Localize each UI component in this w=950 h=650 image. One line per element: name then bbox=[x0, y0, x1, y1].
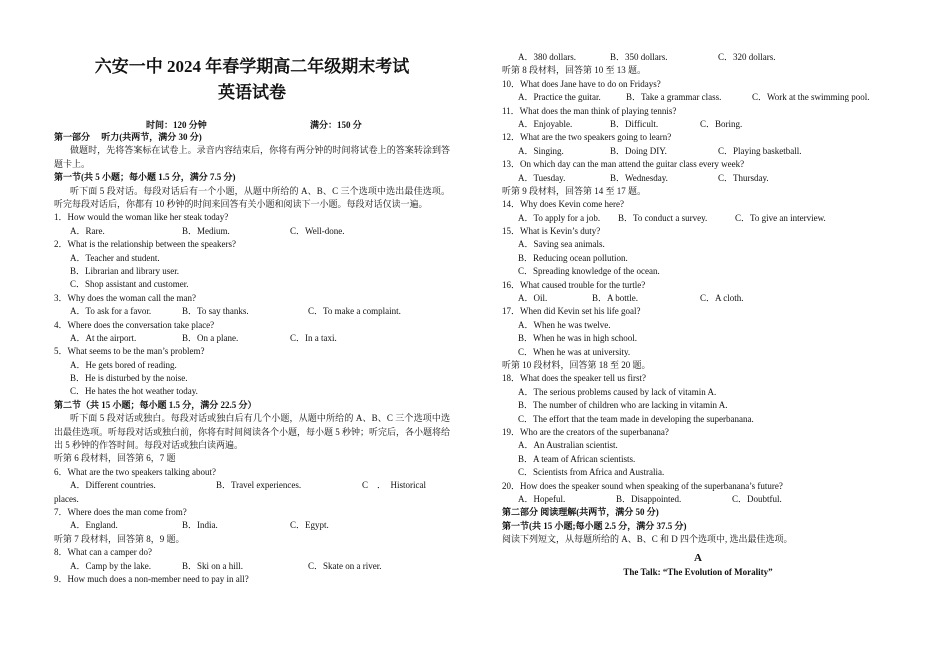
option: A．Saving sea animals. bbox=[518, 239, 605, 250]
option: A．Camp by the lake. bbox=[70, 560, 151, 571]
question-19: 19．Who are the creators of the superbanana? bbox=[502, 426, 669, 437]
question-18: 18．What does the speaker tell us first? bbox=[502, 373, 646, 384]
option: C．Playing basketball. bbox=[718, 145, 802, 156]
option: C．The effort that the team made in developing the superbanana. bbox=[518, 413, 754, 424]
section1-instructions: 听下面 5 段对话。每段对话后有一个小题，从题中所给的 A、B、C 三个选项中选出最佳选项。听完每段对话后，你都有 10 秒钟的时间来回答有关小题和阅读下一小题。每段对话仅读一遍。 bbox=[54, 185, 450, 209]
question-14-options bbox=[502, 212, 894, 225]
exam-title: 六安一中 2024 年春学期高二年级期末考试 bbox=[94, 57, 410, 76]
question-16: 16．What caused trouble for the turtle? bbox=[502, 279, 646, 290]
option: B．Travel experiences. bbox=[216, 480, 302, 491]
option: A．England. bbox=[70, 520, 118, 531]
option: C．Work at the swimming pool. bbox=[752, 92, 870, 103]
question-7-options bbox=[54, 519, 450, 532]
material-8-note: 听第 8 段材料，回答第 10 至 13 题。 bbox=[502, 65, 647, 76]
question-7: 7．Where does the man come from? bbox=[54, 507, 187, 518]
question-4: 4．Where does the conversation take place? bbox=[54, 319, 215, 330]
question-6-continued: places. bbox=[54, 493, 79, 504]
option: C．320 dollars. bbox=[718, 52, 776, 62]
option: C．Egypt. bbox=[290, 520, 329, 531]
part1-instructions: 做题时，先将答案标在试卷上。录音内容结束后，你将有两分钟的时间将试卷上的答案转涂到答题卡上。 bbox=[54, 145, 450, 169]
question-3-options bbox=[54, 305, 450, 318]
question-2: 2．What is the relationship between the speakers? bbox=[54, 239, 236, 250]
exam-subtitle: 英语试卷 bbox=[218, 83, 286, 102]
question-15: 15．What is Kevin’s duty? bbox=[502, 226, 601, 237]
material-9-note: 听第 9 段材料，回答第 14 至 17 题。 bbox=[502, 185, 647, 196]
option: A．Hopeful. bbox=[518, 493, 566, 504]
option: A．380 dollars. bbox=[518, 52, 576, 62]
question-4-options bbox=[54, 332, 450, 345]
option: A．Tuesday. bbox=[518, 172, 566, 183]
part1-heading: 第一部分 听力(共两节，满分 30 分) bbox=[54, 132, 202, 142]
question-12-options bbox=[502, 145, 894, 158]
option: B．India. bbox=[182, 520, 218, 531]
passage-letter: A bbox=[694, 552, 702, 565]
option: B．A bottle. bbox=[592, 293, 639, 304]
right-column bbox=[502, 51, 894, 579]
option: C．Well-done. bbox=[290, 225, 345, 236]
option: B．Disappointed. bbox=[616, 493, 682, 504]
section2-instructions: 听下面 5 段对话或独白。每段对话或独白后有几个小题，从题中所给的 A、B、C 三个选项中选出最佳选项。听每段对话或独白前，你将有时间阅读各个小题，每小题 5 秒钟；听完后，各小题将给出 5 秒钟的作答时间。每段对话或独白读两遍。 bbox=[54, 413, 451, 451]
question-11-options bbox=[502, 118, 894, 131]
question-16-options bbox=[502, 292, 894, 305]
material-10-note: 听第 10 段材料，回答第 18 至 20 题。 bbox=[502, 359, 651, 370]
material-7-note: 听第 7 段材料，回答第 8，9 题。 bbox=[54, 533, 185, 544]
question-17: 17．When did Kevin set his life goal? bbox=[502, 306, 641, 317]
question-8-options bbox=[54, 560, 450, 573]
question-20-options bbox=[502, 493, 894, 506]
option: B．When he was in high school. bbox=[518, 333, 637, 344]
option: C．When he was at university. bbox=[518, 346, 631, 357]
question-8: 8．What can a camper do? bbox=[54, 547, 152, 558]
option: C ． Historical bbox=[362, 480, 426, 491]
question-11: 11．What does the man think of playing tennis? bbox=[502, 105, 677, 116]
question-9: 9．How much does a non-member need to pay in all? bbox=[54, 574, 249, 584]
option: B．Ski on a hill. bbox=[182, 560, 244, 571]
option: A．Practice the guitar. bbox=[518, 92, 601, 103]
option: C．Spreading knowledge of the ocean. bbox=[518, 266, 660, 277]
question-1-options bbox=[54, 225, 450, 238]
option: C．Doubtful. bbox=[732, 493, 782, 504]
option: B．Wednesday. bbox=[610, 172, 668, 183]
option: C．A cloth. bbox=[700, 293, 744, 304]
option: C．He hates the hot weather today. bbox=[70, 386, 198, 397]
option: B．Librarian and library user. bbox=[70, 265, 179, 276]
question-9-options bbox=[502, 51, 894, 64]
question-12: 12．What are the two speakers going to learn? bbox=[502, 132, 672, 143]
material-6-note: 听第 6 段材料，回答第 6，7 题 bbox=[54, 453, 176, 464]
section3-instructions: 阅读下列短文，从每题所给的 A、B、C 和 D 四个选项中, 选出最佳选项。 bbox=[502, 534, 793, 545]
option: A．Rare. bbox=[70, 225, 105, 236]
option: A．Teacher and student. bbox=[70, 252, 160, 263]
part2-heading: 第二部分 阅读理解(共两节，满分 50 分) bbox=[502, 507, 659, 518]
option: C．Skate on a river. bbox=[308, 560, 382, 571]
question-5: 5．What seems to be the man’s problem? bbox=[54, 346, 205, 357]
question-1: 1．How would the woman like her steak today? bbox=[54, 212, 229, 223]
option: B．Reducing ocean pollution. bbox=[518, 252, 628, 263]
left-column bbox=[54, 131, 450, 586]
option: C．Thursday. bbox=[718, 172, 769, 183]
option: C．To give an interview. bbox=[735, 212, 826, 223]
option: B．Take a grammar class. bbox=[626, 92, 722, 103]
question-10: 10．What does Jane have to do on Fridays? bbox=[502, 78, 661, 89]
exam-time: 时间：120 分钟 bbox=[146, 120, 207, 130]
option: A．An Australian scientist. bbox=[518, 440, 618, 451]
option: A．He gets bored of reading. bbox=[70, 359, 177, 370]
option: B．On a plane. bbox=[182, 332, 239, 343]
section1-heading: 第一节(共 5 小题；每小题 1.5 分，满分 7.5 分) bbox=[54, 172, 236, 183]
option: A．At the airport. bbox=[70, 332, 137, 343]
option: C．Shop assistant and customer. bbox=[70, 279, 189, 290]
option: A．The serious problems caused by lack of vitamin A. bbox=[518, 386, 717, 397]
option: C．Boring. bbox=[700, 118, 743, 129]
option: C．Scientists from Africa and Australia. bbox=[518, 467, 665, 478]
option: C．In a taxi. bbox=[290, 332, 337, 343]
option: A．Oil. bbox=[518, 293, 548, 304]
option: B．To conduct a survey. bbox=[618, 212, 708, 223]
option: B．Difficult. bbox=[610, 118, 659, 129]
option: B．Medium. bbox=[182, 225, 230, 236]
question-3: 3．Why does the woman call the man? bbox=[54, 292, 196, 303]
option: B．350 dollars. bbox=[610, 52, 668, 62]
option: A．Enjoyable. bbox=[518, 118, 573, 129]
option: A．Different countries. bbox=[70, 480, 156, 491]
option: A．When he was twelve. bbox=[518, 319, 611, 330]
question-14: 14．Why does Kevin come here? bbox=[502, 199, 624, 210]
passage-title: The Talk: “The Evolution of Morality” bbox=[623, 567, 773, 578]
option: B．To say thanks. bbox=[182, 306, 249, 317]
option: B．The number of children who are lacking in vitamin A. bbox=[518, 400, 728, 411]
option: A．Singing. bbox=[518, 145, 564, 156]
question-6: 6．What are the two speakers talking about? bbox=[54, 466, 216, 477]
exam-score: 满分：150 分 bbox=[310, 120, 362, 130]
section3-heading: 第一节(共 15 小题;每小题 2.5 分，满分 37.5 分) bbox=[502, 520, 687, 531]
option: C．To make a complaint. bbox=[308, 306, 401, 317]
option: A．To ask for a favor. bbox=[70, 306, 152, 317]
question-10-options bbox=[502, 91, 894, 104]
question-6-options bbox=[54, 479, 450, 492]
option: A．To apply for a job. bbox=[518, 212, 601, 223]
question-13: 13．On which day can the man attend the guitar class every week? bbox=[502, 159, 745, 170]
question-20: 20．How does the speaker sound when speaking of the superbanana’s future? bbox=[502, 480, 783, 491]
question-13-options bbox=[502, 172, 894, 185]
option: B．Doing DIY. bbox=[610, 145, 667, 156]
option: B．He is disturbed by the noise. bbox=[70, 373, 188, 384]
option: B．A team of African scientists. bbox=[518, 453, 636, 464]
section2-heading: 第二节（共 15 小题；每小题 1.5 分，满分 22.5 分） bbox=[54, 399, 257, 410]
